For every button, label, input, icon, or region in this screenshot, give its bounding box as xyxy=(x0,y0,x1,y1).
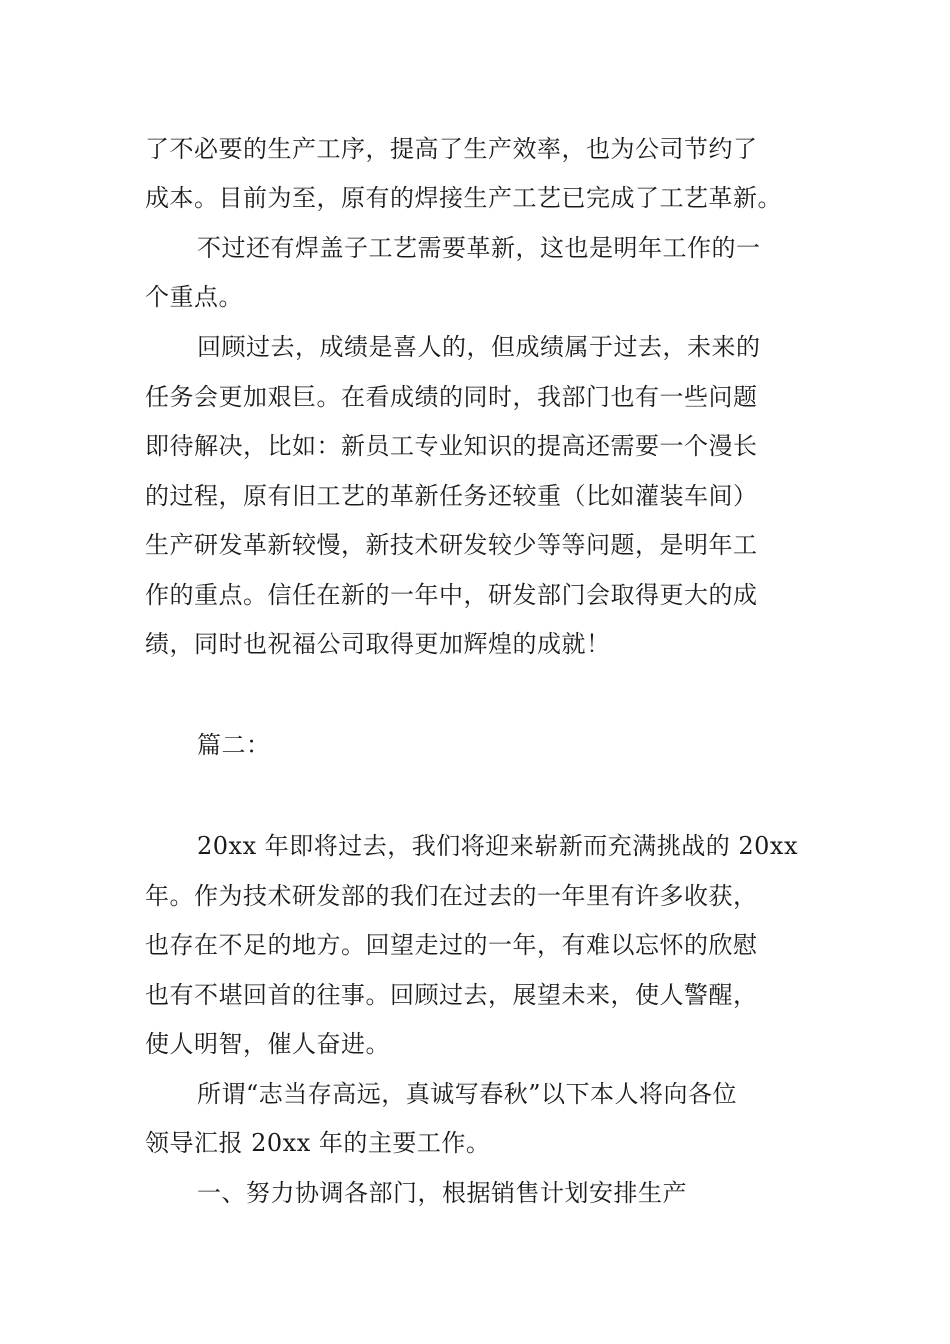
paragraph-line: 成本。目前为至，原有的焊接生产工艺已完成了工艺革新。 xyxy=(145,184,782,212)
paragraph-line: 个重点。 xyxy=(145,283,243,311)
paragraph-line: 使人明智，催人奋进。 xyxy=(145,1030,390,1058)
paragraph-line: 20xx 年即将过去，我们将迎来崭新而充满挑战的 20xx xyxy=(197,832,798,860)
paragraph-line: 所谓“志当存高远，真诚写春秋”以下本人将向各位 xyxy=(197,1080,738,1108)
paragraph-line: 绩，同时也祝福公司取得更加辉煌的成就！ xyxy=(145,630,611,658)
section-heading: 篇二： xyxy=(197,731,271,759)
paragraph-line: 年。作为技术研发部的我们在过去的一年里有许多收获， xyxy=(145,882,758,910)
paragraph-line: 不过还有焊盖子工艺需要革新，这也是明年工作的一 xyxy=(197,234,761,262)
paragraph-line: 也存在不足的地方。回望走过的一年，有难以忘怀的欣慰 xyxy=(145,931,758,959)
list-item-heading: 一、努力协调各部门，根据销售计划安排生产 xyxy=(197,1179,687,1207)
paragraph-line: 也有不堪回首的往事。回顾过去，展望未来，使人警醒， xyxy=(145,981,758,1009)
paragraph-line: 了不必要的生产工序，提高了生产效率，也为公司节约了 xyxy=(145,135,758,163)
paragraph-line: 回顾过去，成绩是喜人的，但成绩属于过去，未来的 xyxy=(197,333,761,361)
paragraph-line: 的过程，原有旧工艺的革新任务还较重（比如灌装车间） xyxy=(145,482,758,510)
paragraph-line: 生产研发革新较慢，新技术研发较少等等问题，是明年工 xyxy=(145,531,758,559)
paragraph-line: 作的重点。信任在新的一年中，研发部门会取得更大的成 xyxy=(145,581,758,609)
paragraph-line: 即待解决，比如：新员工专业知识的提高还需要一个漫长 xyxy=(145,432,758,460)
paragraph-line: 领导汇报 20xx 年的主要工作。 xyxy=(145,1129,491,1157)
paragraph-line: 任务会更加艰巨。在看成绩的同时，我部门也有一些问题 xyxy=(145,383,758,411)
